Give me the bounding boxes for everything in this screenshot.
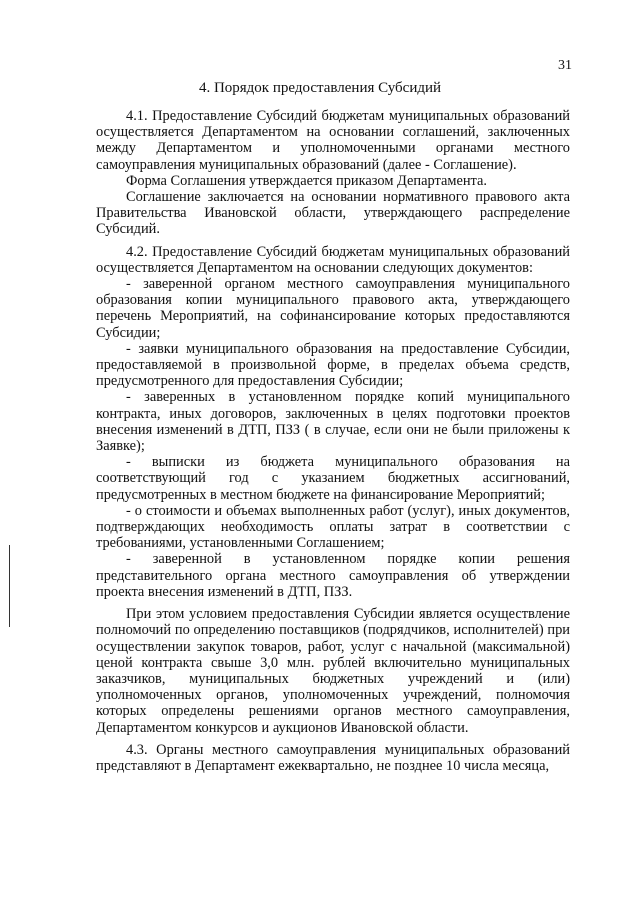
paragraph-4-3: 4.3. Органы местного самоуправления муниципальных образований представляют в Департамент ежеквартально, не позднее 10 числа месяца, [96, 741, 570, 774]
list-item-application: - заявки муниципального образования на предоставление Субсидии, предоставляемой в произвольной форме, в пределах объема средств, предусмотренного для предоставления Субсидии; [96, 340, 570, 390]
paragraph-subsidy-condition: При этом условием предоставления Субсидии является осуществление полномочий по определению поставщиков (подрядчиков, исполнителей) при осуществлении закупок товаров, работ, услуг с начальной (максимальной) ценой контракта свыше 3,0 млн. рублей включительно муниципальных заказчиков, муниципальных бюджетных учреждений и (или) уполномоченных органов, уполномоченных учреждений, полномочия которых определены решениями органов местного самоуправления, Департаментом конкурсов и аукционов Ивановской области. [96, 606, 570, 736]
section-title: 4. Порядок предоставления Субсидий [198, 80, 442, 96]
page-number: 31 [558, 58, 572, 73]
paragraph-agreement-basis: Соглашение заключается на основании нормативного правового акта Правительства Ивановской области, утверждающего распределение Субсидий. [96, 189, 570, 238]
list-item-council-decision: - заверенной в установленном порядке копии решения представительного органа местного самоуправления об утверждении проекта внесения изменений в ДТП, ПЗЗ. [96, 551, 570, 600]
paragraph-4-2: 4.2. Предоставление Субсидий бюджетам муниципальных образований осуществляется Департаментом на основании следующих документов: [96, 243, 570, 276]
list-item-works-cost: - о стоимости и объемах выполненных работ (услуг), иных документов, подтверждающих необходимость оплаты затрат в соответствии с требованиями, установленными Соглашением; [96, 502, 570, 552]
list-item-municipal-act: - заверенной органом местного самоуправления муниципального образования копии муниципального правового акта, утверждающего перечень Мероприятий, на софинансирование которых предоставляются Субсидии; [96, 276, 570, 341]
list-item-budget-extract: - выписки из бюджета муниципального образования на соответствующий год с указанием бюджетных ассигнований, предусмотренных в местном бюджете на финансирование Мероприятий; [96, 454, 570, 503]
paragraph-4-1: 4.1. Предоставление Субсидий бюджетам муниципальных образований осуществляется Департаментом на основании соглашений, заключенных между Департаментом и уполномоченными органами местного самоуправления муниципальных образований (далее - Соглашение). [96, 108, 570, 173]
paragraph-agreement-form: Форма Соглашения утверждается приказом Департамента. [126, 172, 487, 189]
document-body [96, 108, 570, 774]
scan-margin-mark [9, 545, 10, 627]
list-item-contract-copies: - заверенных в установленном порядке копий муниципального контракта, иных договоров, заключенных в целях подготовки проектов внесения изменений в ДТП, ПЗЗ ( в случае, если они не были приложены к Заявке); [96, 389, 570, 455]
